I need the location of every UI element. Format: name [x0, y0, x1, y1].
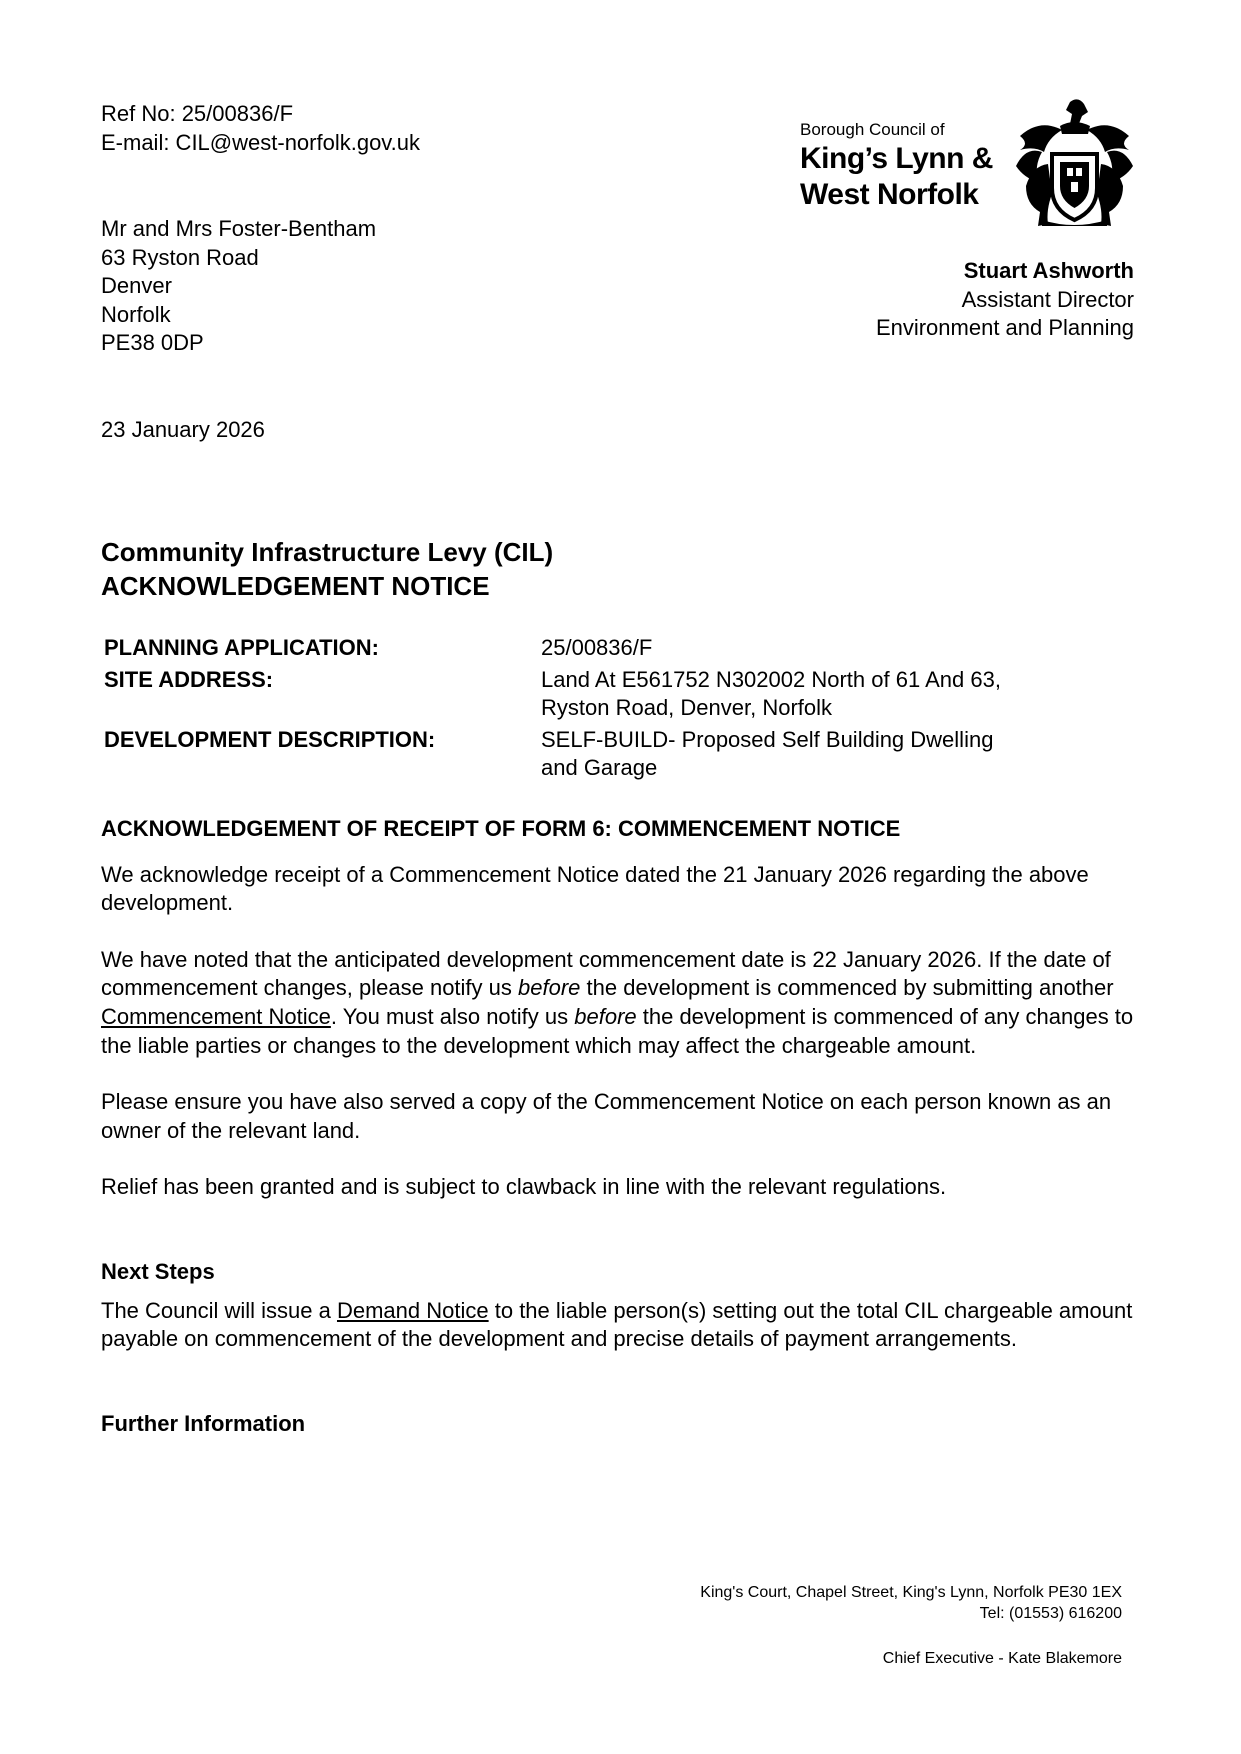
signatory-block	[876, 257, 1134, 343]
logo-line-3: West Norfolk	[800, 178, 979, 211]
letter-body	[101, 815, 1141, 1455]
acknowledgement-paragraph-3: Please ensure you have also served a copy of the Commencement Notice on each person known as an owner of the relevant land.	[101, 1089, 1112, 1143]
detail-value-line: 25/00836/F	[541, 635, 653, 660]
acknowledgement-heading: ACKNOWLEDGEMENT OF RECEIPT OF FORM 6: COMMENCEMENT NOTICE	[101, 816, 901, 841]
next-steps-paragraph	[101, 1297, 1141, 1354]
acknowledgement-paragraph-4: Relief has been granted and is subject to clawback in line with the relevant regulations.	[101, 1174, 947, 1200]
address-line: Mr and Mrs Foster-Bentham	[101, 216, 377, 241]
text-span: the development is commenced by submitting another	[580, 975, 1114, 1001]
detail-value-line: Ryston Road, Denver, Norfolk	[541, 695, 833, 721]
commencement-notice-link[interactable]: Commencement Notice	[101, 1003, 331, 1029]
detail-label: PLANNING APPLICATION:	[104, 635, 379, 660]
text-span: . You must also notify us	[330, 1003, 575, 1029]
signatory-department: Environment and Planning	[875, 315, 1134, 341]
address-line: Denver	[101, 273, 172, 299]
letter-date: 23 January 2026	[101, 417, 265, 442]
title-line-1: Community Infrastructure Levy (CIL)	[101, 537, 554, 567]
text-span: We have noted that the anticipated development commencement date is 22 January 2026. If the date of commencement changes, please notify us	[101, 946, 1111, 1001]
signatory-name: Stuart Ashworth	[963, 258, 1134, 283]
detail-value	[541, 634, 1064, 663]
detail-value	[541, 726, 1064, 783]
detail-value	[541, 666, 1064, 723]
emphasis: before	[518, 975, 581, 1001]
address-line: 63 Ryston Road	[101, 244, 259, 270]
footer-chief-executive: Chief Executive - Kate Blakemore	[882, 1650, 1122, 1667]
footer-contact	[700, 1582, 1122, 1624]
council-logo	[800, 96, 1145, 228]
text-span: to the liable person(s) setting out the total CIL chargeable amount payable on commencement of the development and precise details of payment arrangements.	[101, 1297, 1133, 1352]
detail-row	[104, 666, 1064, 723]
address-line: PE38 0DP	[101, 330, 204, 356]
contact-email: E-mail: CIL@west-norfolk.gov.uk	[101, 129, 421, 155]
application-details	[104, 634, 1064, 783]
detail-value-line: Land At E561752 N302002 North of 61 And 63,	[541, 666, 1001, 692]
coat-of-arms-icon	[1012, 96, 1137, 228]
detail-value-line: and Garage	[541, 755, 658, 781]
footer-address: King's Court, Chapel Street, King's Lynn, Norfolk PE30 1EX	[700, 1584, 1122, 1601]
emphasis: before	[574, 1003, 637, 1029]
signatory-role: Assistant Director	[961, 286, 1134, 312]
recipient-address	[101, 215, 376, 358]
title-line-2: ACKNOWLEDGEMENT NOTICE	[101, 571, 490, 601]
footer-telephone: Tel: (01553) 616200	[979, 1605, 1122, 1622]
logo-line-1: Borough Council of	[800, 120, 945, 139]
demand-notice-link[interactable]: Demand Notice	[336, 1297, 489, 1323]
reference-block	[101, 100, 420, 157]
acknowledgement-paragraph-1: We acknowledge receipt of a Commencement Notice dated the 21 January 2026 regarding the above development.	[101, 861, 1089, 916]
address-line: Norfolk	[101, 301, 171, 327]
text-span: The Council will issue a	[101, 1297, 337, 1323]
text-span: the development is commenced of any changes to the liable parties or changes to the development which may affect the chargeable amount.	[101, 1003, 1134, 1058]
detail-row	[104, 634, 1064, 663]
detail-value-line: SELF-BUILD- Proposed Self Building Dwelling	[541, 726, 994, 752]
spacer	[101, 1230, 1141, 1258]
detail-label: SITE ADDRESS:	[104, 666, 274, 692]
next-steps-heading: Next Steps	[101, 1258, 215, 1284]
document-title	[101, 535, 553, 603]
spacer	[101, 1382, 1141, 1410]
detail-row	[104, 726, 1064, 783]
further-information-heading: Further Information	[101, 1410, 306, 1436]
detail-label: DEVELOPMENT DESCRIPTION:	[104, 726, 436, 752]
ref-number: Ref No: 25/00836/F	[101, 101, 294, 126]
logo-line-2: King’s Lynn &	[800, 142, 993, 175]
acknowledgement-paragraph-2	[101, 946, 1141, 1060]
